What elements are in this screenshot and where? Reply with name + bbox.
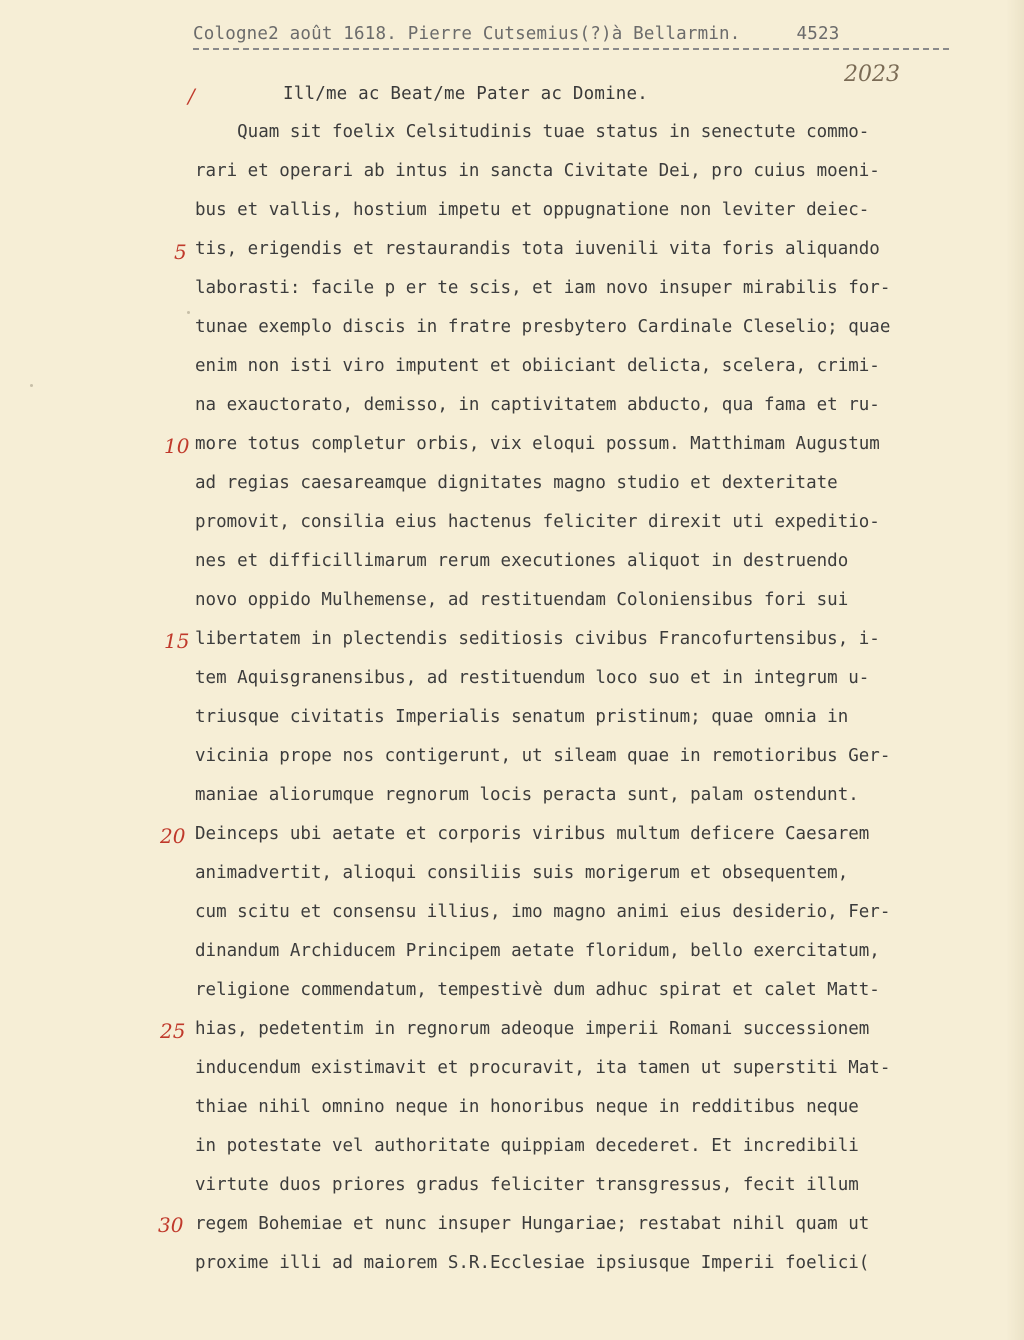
body-line: triusque civitatis Imperialis senatum pristinum; quae omnia in xyxy=(195,707,849,727)
body-line: Deinceps ubi aetate et corporis viribus multum deficere Caesarem xyxy=(195,824,870,844)
body-line: novo oppido Mulhemense, ad restituendam Coloniensibus fori sui xyxy=(195,590,849,610)
margin-line-number-15: 15 xyxy=(164,629,190,653)
pencil-archive-number: 2023 xyxy=(844,62,900,87)
body-line: more totus completur orbis, vix eloqui possum. Matthimam Augustum xyxy=(195,434,880,454)
body-line: regem Bohemiae et nunc insuper Hungariae; restabat nihil quam ut xyxy=(195,1214,870,1234)
margin-line-number-25: 25 xyxy=(160,1019,186,1043)
header-line xyxy=(193,24,839,44)
body-line: Quam sit foelix Celsitudinis tuae status in senectute commo- xyxy=(195,122,870,142)
body-line: inducendum existimavit et procuravit, ita tamen ut superstiti Mat- xyxy=(195,1058,891,1078)
page-edge-shadow xyxy=(1006,0,1024,1340)
body-line: bus et vallis, hostium impetu et oppugnatione non leviter deiec- xyxy=(195,200,870,220)
body-line: promovit, consilia eius hactenus feliciter direxit uti expeditio- xyxy=(195,512,880,532)
body-line: virtute duos priores gradus feliciter transgressus, fecit illum xyxy=(195,1175,859,1195)
body-line: cum scitu et consensu illius, imo magno animi eius desiderio, Fer- xyxy=(195,902,891,922)
body-line: in potestate vel authoritate quippiam decederet. Et incredibili xyxy=(195,1136,859,1156)
margin-line-number-20: 20 xyxy=(160,824,186,848)
body-line: maniae aliorumque regnorum locis peracta sunt, palam ostendunt. xyxy=(195,785,859,805)
body-line: religione commendatum, tempestivè dum adhuc spirat et calet Matt- xyxy=(195,980,880,1000)
body-line: thiae nihil omnino neque in honoribus neque in redditibus neque xyxy=(195,1097,859,1117)
body-line: hias, pedetentim in regnorum adeoque imperii Romani successionem xyxy=(195,1019,870,1039)
body-line: vicinia prope nos contigerunt, ut sileam quae in remotioribus Ger- xyxy=(195,746,891,766)
paper-speck xyxy=(30,384,33,387)
body-line: enim non isti viro imputent et obiiciant delicta, scelera, crimi- xyxy=(195,356,880,376)
body-line: nes et difficillimarum rerum executiones aliquot in destruendo xyxy=(195,551,849,571)
header-rule xyxy=(193,48,949,50)
header-page-number: 4523 xyxy=(796,24,840,44)
margin-line-number-30: 30 xyxy=(158,1213,184,1237)
body-line: libertatem in plectendis seditiosis civibus Francofurtensibus, i- xyxy=(195,629,880,649)
paper-speck xyxy=(187,311,190,314)
body-line: proxime illi ad maiorem S.R.Ecclesiae ipsiusque Imperii foelici( xyxy=(195,1253,870,1273)
header-text: Cologne2 août 1618. Pierre Cutsemius(?)à Bellarmin. xyxy=(193,24,741,44)
body-line: tis, erigendis et restaurandis tota iuvenili vita foris aliquando xyxy=(195,239,880,259)
margin-line-marker-1: / xyxy=(188,84,195,108)
body-line: tem Aquisgranensibus, ad restituendum loco suo et in integrum u- xyxy=(195,668,870,688)
body-line: laborasti: facile p er te scis, et iam novo insuper mirabilis for- xyxy=(195,278,891,298)
body-line: tunae exemplo discis in fratre presbytero Cardinale Cleselio; quae xyxy=(195,317,891,337)
body-line: dinandum Archiducem Principem aetate floridum, bello exercitatum, xyxy=(195,941,880,961)
body-line: rari et operari ab intus in sancta Civitate Dei, pro cuius moeni- xyxy=(195,161,880,181)
body-line: ad regias caesareamque dignitates magno studio et dexteritate xyxy=(195,473,838,493)
body-line: animadvertit, alioqui consiliis suis morigerum et obsequentem, xyxy=(195,863,849,883)
salutation: Ill/me ac Beat/me Pater ac Domine. xyxy=(283,84,649,104)
margin-line-number-10: 10 xyxy=(164,434,190,458)
body-line: na exauctorato, demisso, in captivitatem abducto, qua fama et ru- xyxy=(195,395,880,415)
margin-line-number-5: 5 xyxy=(174,240,187,264)
